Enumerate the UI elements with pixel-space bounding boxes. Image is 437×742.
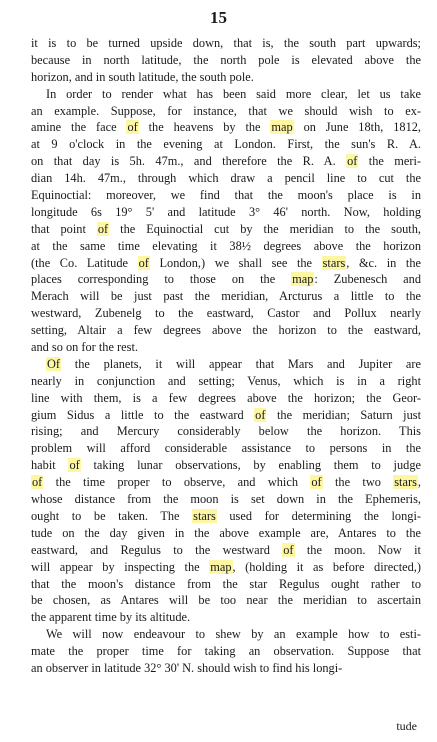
text-run: be chosen, as Antares will be too near the meridian to ascertain bbox=[31, 593, 421, 608]
text-run: tude on the day given in the above example are, Antares to the bbox=[31, 525, 421, 540]
text-run: nearly in conjunction and setting; Venus, which is in a right bbox=[31, 373, 421, 388]
text-line bbox=[31, 491, 421, 508]
text-line bbox=[31, 153, 421, 170]
text-run: London,) we shall see the bbox=[149, 255, 322, 270]
text-run: , bbox=[417, 475, 421, 490]
page-number: 15 bbox=[210, 8, 227, 27]
text-run: an example. Suppose, for instance, that we should wish to ex- bbox=[31, 103, 421, 118]
text-run: the moon. Now it bbox=[294, 542, 421, 557]
text-line bbox=[31, 356, 421, 373]
text-run: In order to render what has been said more clear, let us take bbox=[46, 86, 421, 101]
text-line bbox=[31, 305, 421, 322]
text-line bbox=[31, 474, 421, 491]
highlighted-word: of bbox=[32, 475, 43, 490]
text-line bbox=[31, 457, 421, 474]
text-line bbox=[31, 407, 421, 424]
text-line bbox=[31, 576, 421, 593]
highlighted-word: stars bbox=[193, 508, 216, 523]
text-line bbox=[31, 221, 421, 238]
text-run: on that day is 5h. 47m., and therefore the R. A. bbox=[31, 154, 347, 169]
text-line bbox=[31, 525, 421, 542]
text-run: mate the proper time for taking an observation. Suppose that bbox=[31, 644, 421, 659]
text-run: the apparent time by its altitude. bbox=[31, 610, 191, 625]
highlighted-word: of bbox=[127, 120, 138, 135]
text-line bbox=[31, 69, 421, 86]
text-run: line with them, is a few degrees above the horizon; the Geor- bbox=[31, 390, 421, 405]
text-line bbox=[31, 119, 421, 136]
text-run: habit bbox=[31, 458, 69, 473]
text-run: the Equinoctial cut by the meridian to the south, bbox=[109, 221, 421, 236]
text-line bbox=[31, 423, 421, 440]
text-line bbox=[31, 238, 421, 255]
text-run: because in north latitude, the north pole is elevated above the bbox=[31, 52, 421, 67]
highlighted-word: of bbox=[69, 458, 80, 473]
text-run: eastward, and Regulus to the westward bbox=[31, 542, 283, 557]
text-line bbox=[31, 35, 421, 52]
text-run: places corresponding to those on the bbox=[31, 272, 292, 287]
text-run: Equinoctial: moreover, we find that the moon's place is in bbox=[31, 188, 421, 203]
text-line bbox=[31, 288, 421, 305]
text-run: whose distance from the moon is set down in the Ephemeris, bbox=[31, 492, 421, 507]
text-line bbox=[31, 255, 421, 272]
text-line bbox=[31, 660, 421, 677]
text-run: at 9 o'clock in the evening at London. First, the sun's R. A. bbox=[31, 137, 421, 152]
text-line bbox=[31, 271, 421, 288]
text-line bbox=[31, 390, 421, 407]
text-run: that the moon's distance from the star Regulus ought rather to bbox=[31, 576, 421, 591]
highlighted-word: of bbox=[138, 255, 149, 270]
text-run: taking lunar observations, by enabling them to judge bbox=[80, 458, 421, 473]
text-line bbox=[31, 626, 421, 643]
text-run: the planets, it will appear that Mars and Jupiter are bbox=[61, 356, 421, 371]
text-run: it is to be turned upside down, that is, the south part upwards; bbox=[31, 36, 421, 50]
text-line bbox=[31, 609, 421, 626]
paragraph bbox=[31, 35, 421, 86]
body-text bbox=[31, 35, 421, 677]
text-run: the two bbox=[322, 475, 394, 490]
text-run: at the same time elevating it 38½ degrees above the horizon bbox=[31, 238, 421, 253]
text-line bbox=[31, 170, 421, 187]
text-line bbox=[31, 440, 421, 457]
highlighted-word: of bbox=[283, 542, 294, 557]
text-line bbox=[31, 592, 421, 609]
highlighted-word: map bbox=[271, 120, 293, 135]
text-line bbox=[31, 322, 421, 339]
text-line bbox=[31, 559, 421, 576]
text-run: longitude 6s 19° 5' and latitude 3° 46' north. Now, holding bbox=[31, 204, 421, 219]
text-line bbox=[31, 204, 421, 221]
highlighted-word: stars bbox=[394, 475, 417, 490]
text-run: the meri- bbox=[358, 154, 422, 169]
text-run: and so on for the rest. bbox=[31, 340, 138, 355]
text-run: will appear by inspecting the bbox=[31, 559, 210, 574]
text-line bbox=[31, 136, 421, 153]
highlighted-word: map bbox=[292, 272, 314, 287]
text-run: Merach will be just past the meridian, Arcturus a little to the bbox=[31, 289, 421, 304]
text-run: amine the face bbox=[31, 120, 127, 135]
text-run: used for determining the longi- bbox=[216, 508, 421, 523]
text-line bbox=[31, 373, 421, 390]
highlighted-word: of bbox=[347, 154, 358, 169]
highlighted-word: map bbox=[210, 559, 232, 574]
text-run: , &c. in the bbox=[346, 255, 421, 270]
paragraph bbox=[31, 356, 421, 626]
highlighted-word: of bbox=[97, 221, 109, 236]
text-run: We will now endeavour to shew by an example how to esti- bbox=[46, 627, 421, 642]
text-run: : Zubenesch and bbox=[314, 272, 421, 287]
text-run: an observer in latitude 32° 30' N. should wish to find his longi- bbox=[31, 660, 343, 675]
text-line bbox=[31, 103, 421, 120]
paragraph bbox=[31, 626, 421, 677]
highlighted-word: stars bbox=[322, 255, 346, 270]
text-run: (the Co. Latitude bbox=[31, 255, 138, 270]
text-run: gium Sidus a little to the eastward bbox=[31, 407, 255, 422]
paragraph bbox=[31, 86, 421, 356]
text-run: on June 18th, 1812, bbox=[293, 120, 421, 135]
text-run: rising; and Mercury considerably below the horizon. This bbox=[31, 424, 421, 439]
text-line bbox=[31, 52, 421, 69]
text-line bbox=[31, 643, 421, 660]
text-run: horizon, and in south latitude, the south pole. bbox=[31, 69, 254, 84]
highlighted-word: of bbox=[311, 475, 322, 490]
text-run: setting, Altair a few degrees above the horizon to the eastward, bbox=[31, 323, 421, 338]
text-line bbox=[31, 339, 421, 356]
text-line bbox=[31, 542, 421, 559]
text-line bbox=[31, 187, 421, 204]
text-run: ought to be taken. The bbox=[31, 508, 193, 523]
text-run: dian 14h. 47m., through which draw a pencil line to cut the bbox=[31, 171, 421, 186]
text-run: that point bbox=[31, 221, 97, 236]
text-line bbox=[31, 86, 421, 103]
text-line bbox=[31, 508, 421, 525]
text-run: the time proper to observe, and which bbox=[43, 475, 311, 490]
text-run: problem will afford considerable assistance to persons in the bbox=[31, 441, 421, 456]
text-run: , (holding it as before directed,) bbox=[232, 559, 421, 574]
highlighted-word: of bbox=[255, 407, 266, 422]
text-run: the heavens by the bbox=[138, 120, 271, 135]
highlighted-word: Of bbox=[47, 356, 61, 371]
text-run: westward, Zubenelg to the eastward, Castor and Pollux nearly bbox=[31, 306, 421, 321]
catchword: tude bbox=[396, 719, 417, 733]
text-run: the meridian; Saturn just bbox=[266, 407, 421, 422]
